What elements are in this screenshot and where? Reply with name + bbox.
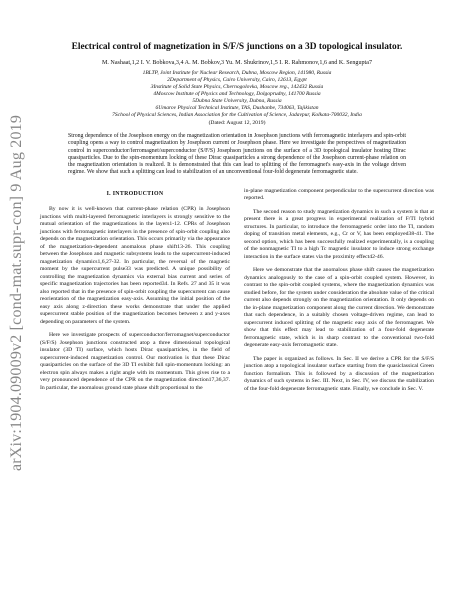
affiliation: 3Institute of Solid State Physics, Chernogolovka, Moscow reg., 142432 Russia [150, 84, 324, 90]
affiliation: 2Department of Physics, Cairo University, Cairo, 12613, Egypt [167, 77, 307, 83]
paper-page [40, 42, 434, 393]
section-heading: I. INTRODUCTION [106, 190, 164, 197]
paragraph: Here we investigate prospects of superconductor/ferromagnet/superconductor (S/F/S) Josephson junctions constructed atop a three dimensional topological insulator (3D TI) surface, which hosts Dirac quasiparticles, in the field of supercurrent-induced magnetization control. Our motivation is that these Dirac quasiparticles on the surface of the 3D TI exhibit full spin-momentum locking: an electron spin always makes a right angle with its momentum. This gives rise to a very pronounced dependence of the CPR on the magnetization direction17,36,37. In particular, the anomalous ground state phase shift proportional to the [40, 332, 230, 391]
affiliation: 5Dubna State University, Dubna, Russia [192, 98, 282, 104]
affiliation-list [40, 70, 434, 119]
affiliation: 4Moscow Institute of Physics and Technology, Dolgoprudny, 141700 Russia [153, 91, 321, 97]
left-column [40, 188, 230, 394]
paragraph: By now it is well-known that current-phase relation (CPR) in Josephson junctions with multi-layered ferromagnetic interlayers is strongly sensitive to the mutual orientation of the magnetizations in the layers1-12. CPRs of Josephson junctions with ferromagnetic interlayers in the presence of spin-orbit coupling also depends on the magnetization orientation. This occurs primarily via the appearance of the magnetization-dependent anomalous phase shift13-26. This coupling between the Josephson and magnetic subsystems leads to the supercurrent-induced magnetization dynamics1,6,27-32. In particular, the reversal of the magnetic moment by the supercurrent pulse33 was predicted. A unique possibility of controlling the magnetization dynamics via external bias current and series of specific magnetization trajectories has been reported34. In Refs. 27 and 35 it was also reported that in the presence of spin-orbit coupling the supercurrent can cause reorientation of the magnetization easy-axis. Assuming the initial position of the easy axis along z-direction these works demonstrate that under the applied supercurrent stable position of the magnetization becomes between z and y-axes depending on parameters of the system. [40, 206, 230, 325]
dated-line: (Dated: August 12, 2019) [208, 120, 266, 126]
author-list: M. Nashaat,1,2 I. V. Bobkova,3,4 A. M. Bobkov,3 Yu. M. Shukrinov,1,5 I. R. Rahmonov,1,6 and K. Sengupta7 [101, 60, 373, 66]
affiliation: 7School of Physical Sciences, Indian Association for the Cultivation of Science, Jadavpur, Kolkata-700032, India [112, 112, 362, 118]
arxiv-identifier-text: arXiv:1904.09009v2 [cond-mat.supr-con] 9 Aug 2019 [8, 114, 25, 472]
paragraph: The paper is organized as follows. In Sec. II we derive a CPR for the S/F/S junction atop a topological insulator surface starting from the quasiclassical Green function formalism. This is followed by a discussion of the magnetization dynamics of such systems in Sec. III. Next, in Sec. IV, we discuss the stabilization of the four-fold degenerate ferromagnetic state. Finally, we conclude in Sec. V. [244, 355, 434, 392]
paragraph: Here we demonstrate that the anomalous phase shift causes the magnetization dynamics analogously to the case of a spin-orbit coupled system. However, in contrast to the spin-orbit coupled systems, where the magnetization dynamics was studied before, for the system under consideration the absolute value of the critical current also depends strongly on the magnetization orientation. It only depends on the in-plane magnetization component along the current direction. We demonstrate that such dependence, in a suitably chosen voltage-driven regime, can lead to supercurrent induced splitting of the magnetic easy axis of the ferromagnet. We show that this effect may lead to stabilization of a four-fold degenerate ferromagnetic state, which is in sharp contrast to the conventional two-fold degenerate easy-axis ferromagnetic state. [244, 267, 434, 349]
paragraph: The second reason to study magnetization dynamics in such a system is that at present there is a great progress in experimental realization of F/TI hybrid structures. In particular, to introduce the ferromagnetic order into the TI, random doping of transition metal elements, e.g., Cr or V, has been employed38-41. The second option, which has been successfully realized experimentally, is a coupling of the nonmagnetic TI to a high Tc magnetic insulator to induce strong exchange interaction in the surface states via the proximity effect42-46. [244, 208, 434, 260]
affiliation: 1BLTP, Joint Institute for Nuclear Research, Dubna, Moscow Region, 141980, Russia [142, 70, 332, 76]
paragraph: in-plane magnetization component perpendicular to the supercurrent direction was reported. [244, 187, 434, 202]
body-columns [40, 188, 434, 394]
arxiv-identifier [6, 78, 28, 508]
paper-title: Electrical control of magnetization in S/F/S junctions on a 3D topological insulator. [71, 42, 403, 52]
affiliation: 6Umarov Physical Technical Institute, TAS, Dushanbe, 734063, Tajikistan [155, 105, 319, 111]
abstract: Strong dependence of the Josephson energy on the magnetization orientation in Josephson junctions with ferromagnetic interlayers and spin-orbit coupling opens a way to control magnetization by Josephson current or Josephson phase. Here we investigate the perspectives of magnetization control in superconductor/ferromagnet/superconductor (S/F/S) Josephson junctions on the surface of a 3D topological insulator hosting Dirac quasiparticles. Due to the spin-momentum locking of these Dirac quasiparticles a strong dependence of the Josephson current-phase relation on the magnetization orientation is realized. It is demonstrated that this can lead to splitting of the ferromagnet's easy-axis in the voltage driven regime. We show that such a splitting can lead to stabilization of an unconventional four-fold degenerate ferromagnetic state. [68, 133, 406, 176]
right-column [244, 188, 434, 394]
